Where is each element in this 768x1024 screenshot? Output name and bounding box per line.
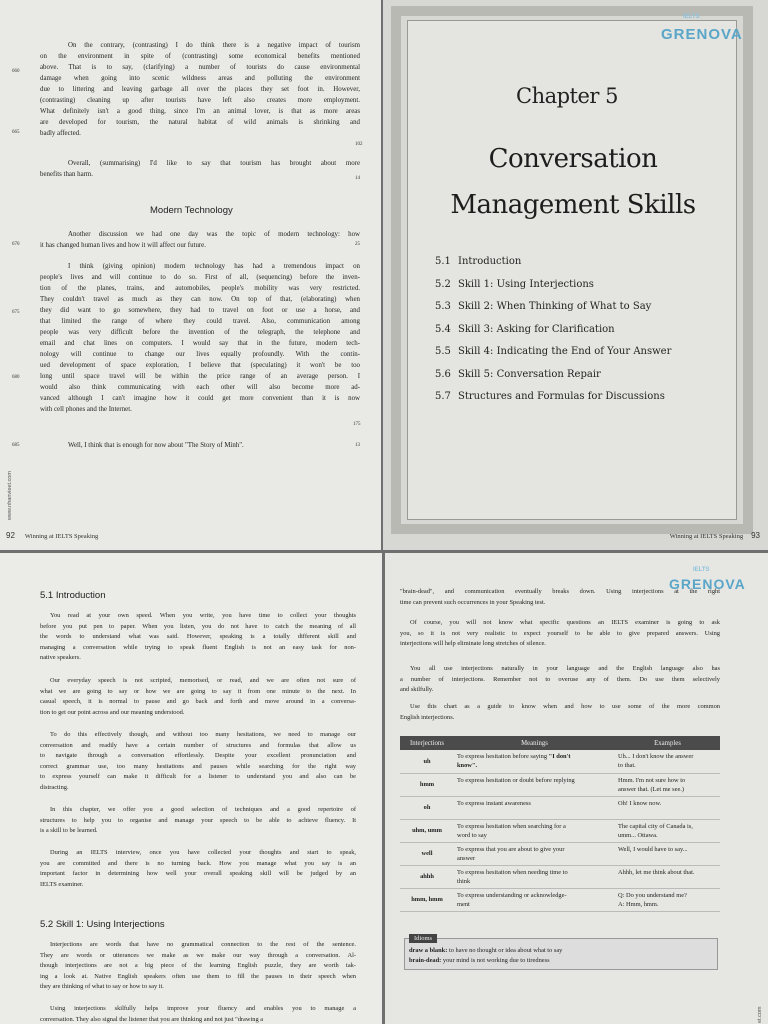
line-number: 102 bbox=[355, 142, 363, 147]
meaning-emphasis: know". bbox=[457, 762, 478, 769]
text-line: long until space travel will be within the price range of an average person. I bbox=[40, 373, 360, 380]
text-line: you are committed and there is no turning back. How you manage what you say is an bbox=[40, 859, 356, 867]
chapter-title-line2: Management Skills bbox=[450, 190, 696, 220]
interjection-cell: well bbox=[400, 842, 454, 865]
meaning-cell bbox=[454, 842, 615, 865]
meaning-cell bbox=[454, 750, 615, 773]
page-number: 93 bbox=[751, 531, 760, 540]
paragraph bbox=[40, 1004, 356, 1024]
paragraph-tech-opinion bbox=[40, 261, 360, 415]
text-line: you, so it is not very realistic to expect yourself to be able to give prepared answers. Using bbox=[400, 629, 720, 637]
text-line: What definitely isn't a good thing, since I'm an animal lover, is that as more areas bbox=[40, 108, 360, 115]
toc-label: Introduction bbox=[458, 256, 522, 267]
text-line: You all use interjections naturally in your language and the English language also has bbox=[410, 665, 720, 672]
text-line: they are thinking of what to say or how to say it. bbox=[40, 983, 164, 990]
text-line: In this chapter, we offer you a good selection of techniques and a good repertoire of bbox=[50, 806, 356, 813]
toc-label: Skill 2: When Thinking of What to Say bbox=[458, 301, 652, 312]
line-number: 660 bbox=[12, 69, 20, 74]
text-line: ing a look at. Native English speakers often use them to fill the pauses in their speech when bbox=[40, 972, 356, 980]
example-text: to that. bbox=[618, 762, 636, 769]
meaning-text: ment bbox=[457, 900, 470, 908]
text-line: Well, I think that is enough for now about "The Story of Minh". bbox=[68, 442, 244, 449]
table-header-row bbox=[400, 736, 720, 750]
text-line: Use this chart as a guide to know when and how to use some of the more common bbox=[410, 703, 720, 710]
interjections-table bbox=[400, 736, 720, 912]
table-of-contents bbox=[435, 256, 671, 414]
section-heading-using-interjections: 5.2 Skill 1: Using Interjections bbox=[40, 919, 165, 930]
text-line: and skilfully. bbox=[400, 686, 434, 693]
toc-number: 5.6 bbox=[435, 368, 451, 380]
paragraph bbox=[400, 664, 720, 696]
text-line: on the environment in spite of (contrasting) some economical benefits mentioned bbox=[40, 53, 360, 60]
example-cell bbox=[615, 865, 720, 888]
paragraph bbox=[400, 702, 720, 723]
text-line: vanced although I can't imagine how it could get more convenient than it is now bbox=[40, 395, 360, 402]
paragraph-closing bbox=[40, 440, 360, 451]
line-number: 25 bbox=[355, 242, 360, 247]
text-line: above. That is to say, (clarifying) a number of tourists do cause environmental bbox=[40, 64, 360, 71]
toc-number: 5.7 bbox=[435, 391, 451, 402]
text-line: conversation. They also signal the listener that you are thinking and not just "drawing a bbox=[40, 1015, 264, 1023]
meaning-emphasis: "I don't bbox=[548, 753, 571, 760]
text-line: are developed for tourism, the natural habitat of wild animals is shrinking and bbox=[40, 119, 360, 126]
table-row bbox=[400, 865, 720, 888]
text-line: to express yourself can make it difficult for a listener to understand you and also can be bbox=[40, 773, 356, 780]
column-header: Examples bbox=[615, 736, 720, 750]
paragraph-overall bbox=[40, 158, 360, 180]
text-line: due to littering and leaving garbage all over the places they set foot in. However, bbox=[40, 86, 360, 93]
example-text: The capital city of Canada is, bbox=[618, 822, 693, 830]
toc-item bbox=[435, 346, 671, 369]
example-cell bbox=[615, 796, 720, 819]
line-number: 13 bbox=[355, 443, 360, 448]
meaning-text: To express instant awareness bbox=[457, 799, 531, 807]
text-line: they did want to go somewhere, they had to travel on foot or use a horse, and bbox=[40, 307, 360, 314]
text-line: with cell phones and the Internet. bbox=[40, 406, 132, 413]
interjection-cell: ahhh bbox=[400, 865, 454, 888]
idiom-term: brain-dead: bbox=[409, 957, 442, 964]
interjection-cell: hmm bbox=[400, 773, 454, 796]
text-line: Our everyday speech is not scripted, memorised, or read, and we are often not sure of bbox=[50, 677, 356, 684]
text-line: Interjections are words that have no grammatical connection to the rest of the sentence. bbox=[50, 941, 356, 948]
example-cell bbox=[615, 888, 720, 911]
text-line: Another discussion we had one day was the topic of modern technology: how bbox=[68, 231, 360, 238]
text-line: the words to understand what was said. However, speaking is a totally different skill and bbox=[40, 633, 356, 640]
example-cell bbox=[615, 819, 720, 842]
text-line: benefits than harm. bbox=[40, 171, 94, 178]
section-heading: Modern Technology bbox=[150, 205, 233, 216]
text-line: IELTS examiner. bbox=[40, 880, 84, 888]
table-row bbox=[400, 819, 720, 842]
table-row bbox=[400, 796, 720, 819]
logo-grenova: GRENOVA bbox=[669, 576, 746, 592]
text-line: They couldn't travel as much as they can now. On top of that, (elaborating) when bbox=[40, 296, 360, 303]
text-line: people was very difficult before the invention of the telegraph, the telephone and bbox=[40, 329, 360, 336]
meaning-text: answer bbox=[457, 854, 476, 862]
text-line: On the contrary, (contrasting) I do think there is a negative impact of tourism bbox=[68, 42, 360, 49]
text-line: to navigate through a conversation effortlessly. Despite your excellent pronunciation and bbox=[40, 752, 356, 759]
page-93 bbox=[383, 0, 768, 550]
idiom-term: draw a blank: bbox=[409, 947, 448, 954]
line-number: 680 bbox=[12, 375, 20, 380]
paragraph bbox=[400, 618, 720, 650]
text-line: badly affected. bbox=[40, 130, 81, 137]
text-line: conversation and readily have a certain number of structures and formulas that allow us bbox=[40, 741, 356, 749]
paragraph bbox=[40, 611, 356, 664]
logo-ielts: IELTS bbox=[683, 14, 700, 20]
page-footer bbox=[6, 531, 98, 540]
text-line: Of course, you will not know what specific questions an IELTS examiner is going to ask bbox=[410, 619, 720, 626]
page-chapter5-intro bbox=[0, 553, 382, 1024]
interjection-cell: hmm, hmm bbox=[400, 888, 454, 911]
logo-ielts: IELTS bbox=[693, 567, 710, 573]
table-row bbox=[400, 842, 720, 865]
example-cell bbox=[615, 773, 720, 796]
toc-number: 5.2 bbox=[435, 278, 451, 290]
idiom-item bbox=[405, 956, 717, 969]
meaning-cell bbox=[454, 888, 615, 911]
text-line: distracting. bbox=[40, 783, 69, 791]
toc-item bbox=[435, 279, 671, 302]
idioms-box bbox=[404, 935, 718, 970]
paragraph bbox=[40, 676, 356, 718]
example-text: Oh! I know now. bbox=[618, 799, 662, 807]
example-text: Q: Do you understand me? bbox=[618, 891, 687, 899]
line-number: 675 bbox=[12, 310, 20, 315]
page-interjections-table bbox=[385, 553, 768, 1024]
text-line: tion to get our point across and our meaning understood. bbox=[40, 708, 185, 716]
text-line: what we are going to say or how we are going to say it from one minute to the next. In bbox=[40, 687, 356, 695]
toc-label: Skill 4: Indicating the End of Your Answer bbox=[458, 346, 672, 357]
text-line: "brain-dead", and communication eventually breaks down. Using interjections at the right bbox=[400, 588, 720, 595]
example-text: answer that. (Let me see.) bbox=[618, 785, 685, 793]
text-line: I think (giving opinion) modern technology has had a tremendous impact on bbox=[68, 263, 360, 270]
chapter-title-line1: Conversation bbox=[488, 144, 658, 174]
toc-number: 5.5 bbox=[435, 346, 451, 357]
text-line: before you put pen to paper. When you listen, you do not have to catch the meaning of all bbox=[40, 622, 356, 630]
meaning-cell bbox=[454, 819, 615, 842]
text-line: nology will continue to change our lives equally profoundly. With the contin- bbox=[40, 351, 360, 358]
table-row bbox=[400, 750, 720, 773]
text-line: They are words or utterances we make as we make our way through a conversation. Al- bbox=[40, 951, 356, 959]
text-line: a number of interjections. Remember not to overuse any of them. Do use them selectively bbox=[400, 675, 720, 683]
text-line: is a skill to be learned. bbox=[40, 827, 98, 834]
text-line: casual speech, it is normal to pause and go back and forth and move around in a conversa- bbox=[40, 698, 356, 705]
example-text: Ahhh, let me think about that. bbox=[618, 868, 695, 876]
meaning-text: To express hesitation when needing time to bbox=[457, 868, 568, 876]
toc-number: 5.3 bbox=[435, 301, 451, 312]
toc-label: Skill 1: Using Interjections bbox=[458, 278, 594, 290]
interjection-cell: uh bbox=[400, 750, 454, 773]
text-line: Overall, (summarising) I'd like to say that tourism has brought about more bbox=[68, 160, 360, 167]
text-line: English interjections. bbox=[400, 713, 455, 721]
paragraph-tech-intro bbox=[40, 229, 360, 251]
text-line: damage when going into scenic wildness areas and polluting the environment bbox=[40, 75, 360, 82]
meaning-text: think bbox=[457, 877, 471, 885]
text-line: You read at your own speed. When you write, you have time to collect your thoughts bbox=[50, 612, 356, 619]
meaning-cell bbox=[454, 865, 615, 888]
interjection-cell: oh bbox=[400, 796, 454, 819]
example-text: Well, I would have to say... bbox=[618, 845, 688, 853]
paragraph bbox=[40, 940, 356, 993]
line-number: 175 bbox=[353, 422, 361, 427]
table-row bbox=[400, 773, 720, 796]
example-text: A: Hmm, hmm. bbox=[618, 900, 659, 908]
side-url: www.nhanvieet.com bbox=[7, 471, 13, 520]
running-title: Winning at IELTS Speaking bbox=[669, 533, 744, 540]
line-number: 14 bbox=[355, 176, 360, 181]
meaning-cell bbox=[454, 773, 615, 796]
text-line: would also think communicating with each other will also become more ad- bbox=[40, 384, 360, 391]
example-text: Uh... I don't know the answer bbox=[618, 753, 694, 760]
line-number: 665 bbox=[12, 130, 20, 135]
example-text: umm... Ottawa. bbox=[618, 831, 658, 839]
line-number: 670 bbox=[12, 242, 20, 247]
logo-grenova: GRENOVA bbox=[661, 26, 743, 43]
text-line: managing a conversation while trying to speak fluent English is not an easy task for non- bbox=[40, 643, 356, 651]
toc-label: Structures and Formulas for Discussions bbox=[458, 391, 665, 402]
page-92 bbox=[0, 0, 381, 550]
idiom-item bbox=[405, 946, 717, 956]
meaning-text: word to say bbox=[457, 831, 487, 839]
paragraph bbox=[40, 805, 356, 837]
text-line: tion of the planes, trains, and automobiles, people's mobility was very restricted. bbox=[40, 285, 360, 292]
meaning-cell bbox=[454, 796, 615, 819]
paragraph bbox=[40, 730, 356, 793]
page-footer bbox=[670, 531, 760, 540]
text-line: interjections will help eliminate long stretches of silence. bbox=[400, 640, 546, 647]
meaning-text: To express hesitation before saying bbox=[457, 753, 549, 760]
page-number: 92 bbox=[6, 531, 15, 540]
table-row bbox=[400, 888, 720, 911]
line-number: 685 bbox=[12, 443, 20, 448]
idioms-tag: Idioms bbox=[409, 934, 437, 943]
toc-item bbox=[435, 324, 671, 347]
text-line: though interjections are not a big piece of the learning English puzzle, they are worth tak- bbox=[40, 962, 356, 969]
text-line: structures to help you to organise and manage your speech to be able to achieve fluency. It bbox=[40, 816, 356, 824]
text-line: ued development of space exploration, I believe that (speculating) it won't be too bbox=[40, 362, 360, 369]
toc-item bbox=[435, 369, 671, 392]
meaning-text: To express that you are about to give your bbox=[457, 845, 565, 853]
toc-label: Skill 5: Conversation Repair bbox=[458, 368, 601, 380]
text-line: email and chat lines on computers. I would say that in the future, modern tech- bbox=[40, 340, 360, 347]
side-url: et.com bbox=[757, 1006, 763, 1023]
toc-number: 5.4 bbox=[435, 323, 451, 335]
text-line: important factor in determining how well your overall speaking skill will be judged by an bbox=[40, 870, 356, 877]
meaning-text: To express hesitation when searching for a bbox=[457, 822, 566, 830]
toc-item bbox=[435, 391, 671, 414]
text-line: During an IELTS interview, once you have collected your thoughts and start to speak, bbox=[50, 849, 356, 856]
paragraph bbox=[400, 587, 720, 608]
paragraph bbox=[40, 848, 356, 890]
toc-number: 5.1 bbox=[435, 256, 451, 267]
meaning-text: To express hesitation or doubt before replying bbox=[457, 776, 575, 784]
text-line: To do this effectively though, and without too many hesitations, we need to manage our bbox=[50, 731, 356, 738]
idiom-definition: to have no thought or idea about what to say bbox=[447, 947, 563, 954]
text-line: time can prevent such occurrences in your Speaking test. bbox=[400, 598, 546, 606]
meaning-text: To express understanding or acknowledge- bbox=[457, 891, 567, 899]
example-cell bbox=[615, 750, 720, 773]
toc-item bbox=[435, 301, 671, 324]
column-header: Meanings bbox=[454, 736, 615, 750]
text-line: Using interjections skilfully helps improve your fluency and enables you to manage a bbox=[50, 1005, 356, 1012]
text-line: that limited the range of where they could travel. Also, communication among bbox=[40, 318, 360, 325]
toc-label: Skill 3: Asking for Clarification bbox=[458, 323, 615, 335]
idiom-definition: your mind is not working due to tiredness bbox=[441, 957, 550, 964]
toc-item bbox=[435, 256, 671, 279]
column-header: Interjections bbox=[400, 736, 454, 750]
chapter-label: Chapter 5 bbox=[516, 84, 618, 108]
example-text: Hmm. I'm not sure how to bbox=[618, 776, 686, 784]
example-cell bbox=[615, 842, 720, 865]
section-heading-introduction: 5.1 Introduction bbox=[40, 590, 106, 601]
text-line: it has changed human lives and how it will affect our future. bbox=[40, 242, 206, 249]
text-line: correct grammar use, too many hesitations and pauses while searching for the right way bbox=[40, 762, 356, 770]
text-line: native speakers. bbox=[40, 654, 81, 661]
text-line: (contrasting) cleaning up after tourists have left also creates more employment. bbox=[40, 97, 360, 104]
paragraph-tourism-impact bbox=[40, 40, 360, 139]
interjection-cell: uhm, umm bbox=[400, 819, 454, 842]
text-line: people's lives and will continue to do so. First of all, (sequencing) before the inven- bbox=[40, 274, 360, 281]
running-title: Winning at IELTS Speaking bbox=[24, 533, 99, 540]
